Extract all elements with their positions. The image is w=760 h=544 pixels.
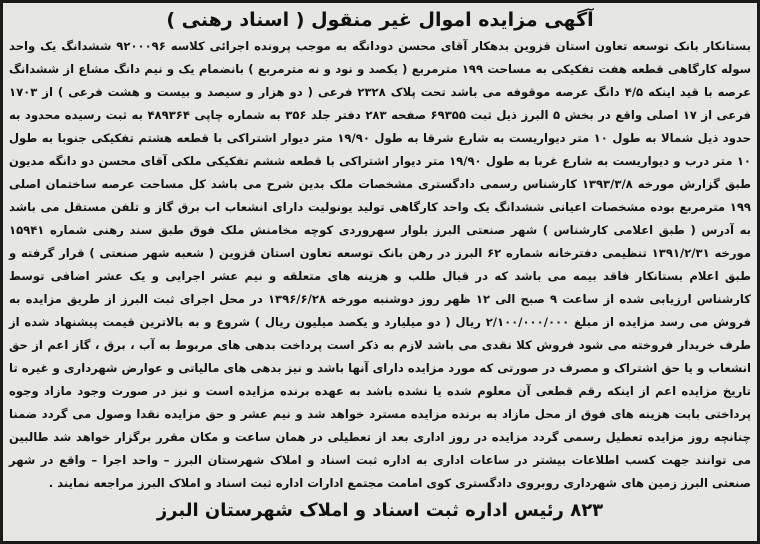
notice-content	[9, 7, 751, 537]
notice-body: بستانکار بانک توسعه تعاون استان قزوین بدهکار آقای محسن دودانگه به موجب پرونده اجرائی کلاسه ۹۲۰۰۰۹۶ ششدانگ یک واحد سوله کارگاهی قطعه هفت تفکیکی به مساحت ۱۹۹ مترمربع ( یکصد و نود و نه مترمربع ) بانضمام یک و نیم دانگ مشاع از ششدانگ عرصه با قید اینکه ۴/۵ دانگ عرصه موقوفه می باشد تحت پلاک ۲۳۲۸ فرعی ( دو هزار و سیصد و بیست و هشت فرعی ) از ۱۷۰۳ فرعی از ۱۷ اصلی واقع در بخش ۵ البرز ذیل ثبت ۶۹۳۵۵ صفحه ۲۸۳ دفتر جلد ۳۵۶ به شماره چاپی ۴۸۹۳۶۴ به ثبت رسیده محدود به حدود ذیل شمالا به طول ۱۰ متر دیواریست به شارع شرقا به طول ۱۹/۹۰ متر دیوار اشتراکی با قطعه هشتم تفکیکی جنوبا به طول ۱۰ متر درب و دیواریست به شارع غربا به طول ۱۹/۹۰ متر دیوار اشتراکی با قطعه ششم تفکیکی ملکی آقای محسن دو دانگه مدیون طبق گزارش مورخه ۱۳۹۳/۳/۸ کارشناس رسمی دادگستری مشخصات ملک بدین شرح می باشد کل مساحت عرصه ساختمان اصلی ۱۹۹ مترمربع بوده مشخصات اعیانی ششدانگ یک واحد کارگاهی تولید یونولیت دارای انشعاب اب برق گاز و تلفن مستقل می باشد به آدرس ( طبق اعلامی کارشناس ) شهر صنعتی البرز بلوار سهروردی کوچه مخامنش ملک فوق طبق سند رهنی شماره ۱۵۹۴۱ مورخه ۱۳۹۱/۲/۳۱ تنظیمی دفترخانه شماره ۶۲ البرز در رهن بانک توسعه تعاون استان قزوین ( شعبه شهر صنعتی ) قرار گرفته و طبق اعلام بستانکار فاقد بیمه می باشد که در قبال طلب و هزینه های متعلقه و نیم عشر اجرایی و یک عشر اضافی توسط کارشناس ارزیابی شده از ساعت ۹ صبح الی ۱۲ ظهر روز دوشنبه مورخه ۱۳۹۶/۶/۲۸ در محل اجرای ثبت البرز از طریق مزایده به فروش می رسد مزایده از مبلغ ۲/۱۰۰/۰۰۰/۰۰۰ ریال ( دو میلیارد و یکصد میلیون ریال ) شروع و به بالاترین قیمت پیشنهاد شده از طرف خریدار فروخته می شود فروش کلا نقدی می باشد لازم به ذکر است پرداخت بدهی های مربوط به آب ، برق ، گاز اعم از حق انشعاب و یا حق اشتراک و مصرف در صورتی که مورد مزایده دارای آنها باشد و نیز بدهی های مالیاتی و عوارض شهرداری و غیره تا تاریخ مزایده اعم از اینکه رقم قطعی آن معلوم شده یا نشده باشد به عهده برنده مزایده است و نیز در صورت وجود مازاد وجوه پرداختی بابت هزینه های فوق از محل مازاد به برنده مزایده مسترد خواهد شد و نیم عشر و حق مزایده نقدا وصول می گردد ضمنا چنانچه روز مزایده تعطیل رسمی گردد مزایده در روز اداری بعد از تعطیلی در همان ساعت و مکان مقرر برگزار خواهد شد طالبین می توانند جهت کسب اطلاعات بیشتر در ساعات اداری به اداره ثبت اسناد و املاک شهرستان البرز – واحد اجرا – واقع در شهر صنعتی البرز زمین های شهرداری روبروی دادگستری کوی امامت مجتمع ادارات اداره ثبت اسناد و املاک البرز مراجعه نمایند .	[9, 39, 752, 490]
notice-title: آگهی مزایده اموال غیر منقول ( اسناد رهنی )	[166, 9, 594, 31]
notice-signature: ۸۲۳ رئیس اداره ثبت اسناد و املاک شهرستان البرز	[156, 500, 604, 521]
